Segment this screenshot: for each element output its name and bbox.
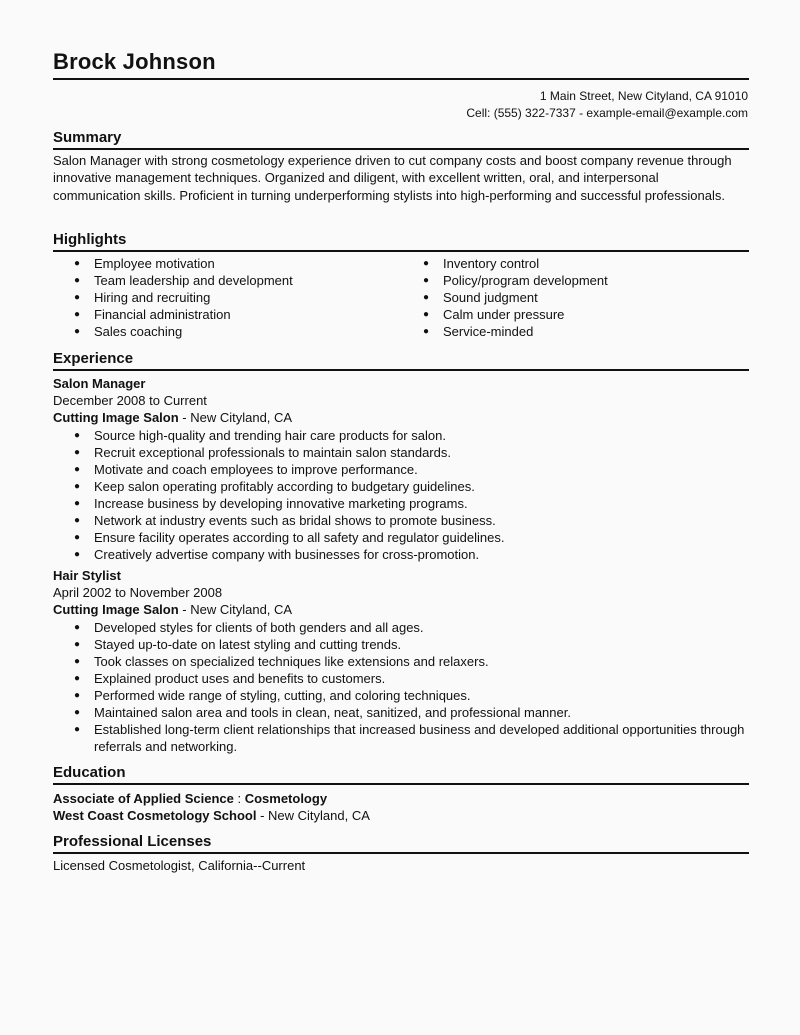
school-line <box>53 807 370 824</box>
bullet-icon: ● <box>423 326 430 337</box>
bullet-icon: ● <box>74 464 81 475</box>
school-location: - New Cityland, CA <box>256 808 370 823</box>
bullet-icon: ● <box>74 292 81 303</box>
bullet-icon: ● <box>423 258 430 269</box>
bullet-icon: ● <box>74 481 81 492</box>
highlight-item: ● Sales coaching <box>74 324 183 339</box>
bullet-icon: ● <box>423 309 430 320</box>
list-item: ● Maintained salon area and tools in clean, neat, sanitized, and professional manner. <box>74 705 571 720</box>
candidate-name: Brock Johnson <box>53 49 216 74</box>
experience-heading: Experience <box>53 350 134 367</box>
highlights-right-list <box>402 255 742 340</box>
summary-divider <box>53 148 749 150</box>
bullet-icon: ● <box>74 724 81 735</box>
address: 1 Main Street, New Cityland, CA 91010 <box>539 89 748 103</box>
bullet-icon: ● <box>74 326 81 337</box>
highlight-item: ● Hiring and recruiting <box>74 290 211 305</box>
list-item: ● Keep salon operating profitably according to budgetary guidelines. <box>74 479 475 494</box>
list-item: ● Network at industry events such as bridal shows to promote business. <box>74 513 496 528</box>
contact-block <box>466 88 748 122</box>
highlight-item: ● Service-minded <box>423 324 534 339</box>
highlight-item: ● Inventory control <box>423 256 540 271</box>
list-item: ● Motivate and coach employees to improve performance. <box>74 462 418 477</box>
job-bullets <box>53 619 753 755</box>
bullet-icon: ● <box>74 639 81 650</box>
degree: Associate of Applied Science <box>53 791 234 806</box>
bullet-icon: ● <box>423 275 430 286</box>
bullet-icon: ● <box>74 515 81 526</box>
list-item: ● Took classes on specialized techniques like extensions and relaxers. <box>74 654 489 669</box>
field-of-study: Cosmetology <box>244 791 328 806</box>
job-bullets <box>53 427 753 563</box>
bullet-icon: ● <box>74 258 81 269</box>
bullet-icon: ● <box>74 622 81 633</box>
education-divider <box>53 783 749 785</box>
highlights-heading: Highlights <box>53 231 127 248</box>
degree-line <box>53 790 327 807</box>
job-company <box>53 409 292 426</box>
summary-text: Salon Manager with strong cosmetology experience driven to cut company costs and boost company revenue through innovative management techniques. Organized and diligent, with excellent written, oral, and interpersonal communication skills. Proficient in turning underperforming stylists into high-performing and successful professionals. <box>53 153 732 203</box>
bullet-icon: ● <box>74 532 81 543</box>
bullet-icon: ● <box>74 309 81 320</box>
list-item: ● Developed styles for clients of both genders and all ages. <box>74 620 424 635</box>
degree-separator: : <box>233 791 245 806</box>
job-dates: April 2002 to November 2008 <box>53 585 223 600</box>
school-name: West Coast Cosmetology School <box>53 808 257 823</box>
bullet-icon: ● <box>74 430 81 441</box>
list-item: ● Explained product uses and benefits to customers. <box>74 671 386 686</box>
licenses-divider <box>53 852 749 854</box>
bullet-icon: ● <box>74 447 81 458</box>
list-item: ● Creatively advertise company with businesses for cross-promotion. <box>74 547 480 562</box>
company-name: Cutting Image Salon <box>53 602 179 617</box>
bullet-icon: ● <box>74 690 81 701</box>
highlight-item: ● Financial administration <box>74 307 231 322</box>
bullet-icon: ● <box>74 656 81 667</box>
highlight-item: ● Team leadership and development <box>74 273 293 288</box>
highlights-divider <box>53 250 749 252</box>
company-name: Cutting Image Salon <box>53 410 179 425</box>
list-item: ● Performed wide range of styling, cutting, and coloring techniques. <box>74 688 471 703</box>
bullet-icon: ● <box>423 292 430 303</box>
license-text: Licensed Cosmetologist, California--Current <box>53 858 306 873</box>
job-dates: December 2008 to Current <box>53 393 207 408</box>
bullet-icon: ● <box>74 673 81 684</box>
summary-heading: Summary <box>53 129 122 146</box>
list-item: ● Stayed up-to-date on latest styling and cutting trends. <box>74 637 402 652</box>
list-item: ● Ensure facility operates according to all safety and regulator guidelines. <box>74 530 505 545</box>
job-title: Salon Manager <box>53 376 146 391</box>
bullet-icon: ● <box>74 707 81 718</box>
highlights-left-list <box>53 255 393 340</box>
education-heading: Education <box>53 764 126 781</box>
highlight-item: ● Employee motivation <box>74 256 215 271</box>
company-location: - New Cityland, CA <box>178 602 293 617</box>
bullet-icon: ● <box>74 275 81 286</box>
job-company <box>53 601 292 618</box>
job-title: Hair Stylist <box>53 568 121 583</box>
list-item: ● Increase business by developing innovative marketing programs. <box>74 496 468 511</box>
name-divider <box>53 78 749 80</box>
list-item: ● Recruit exceptional professionals to maintain salon standards. <box>74 445 451 460</box>
list-item: ● Source high-quality and trending hair care products for salon. <box>74 428 446 443</box>
bullet-icon: ● <box>74 498 81 509</box>
highlight-item: ● Sound judgment <box>423 290 538 305</box>
highlight-item: ● Calm under pressure <box>423 307 565 322</box>
licenses-heading: Professional Licenses <box>53 833 212 850</box>
phone-email: Cell: (555) 322-7337 - example-email@example.com <box>466 106 748 120</box>
company-location: - New Cityland, CA <box>178 410 293 425</box>
highlight-item: ● Policy/program development <box>423 273 608 288</box>
bullet-icon: ● <box>74 549 81 560</box>
list-item: ● Established long-term client relationships that increased business and developed additional opportunities through referrals and networking. <box>74 722 745 754</box>
experience-divider <box>53 369 749 371</box>
